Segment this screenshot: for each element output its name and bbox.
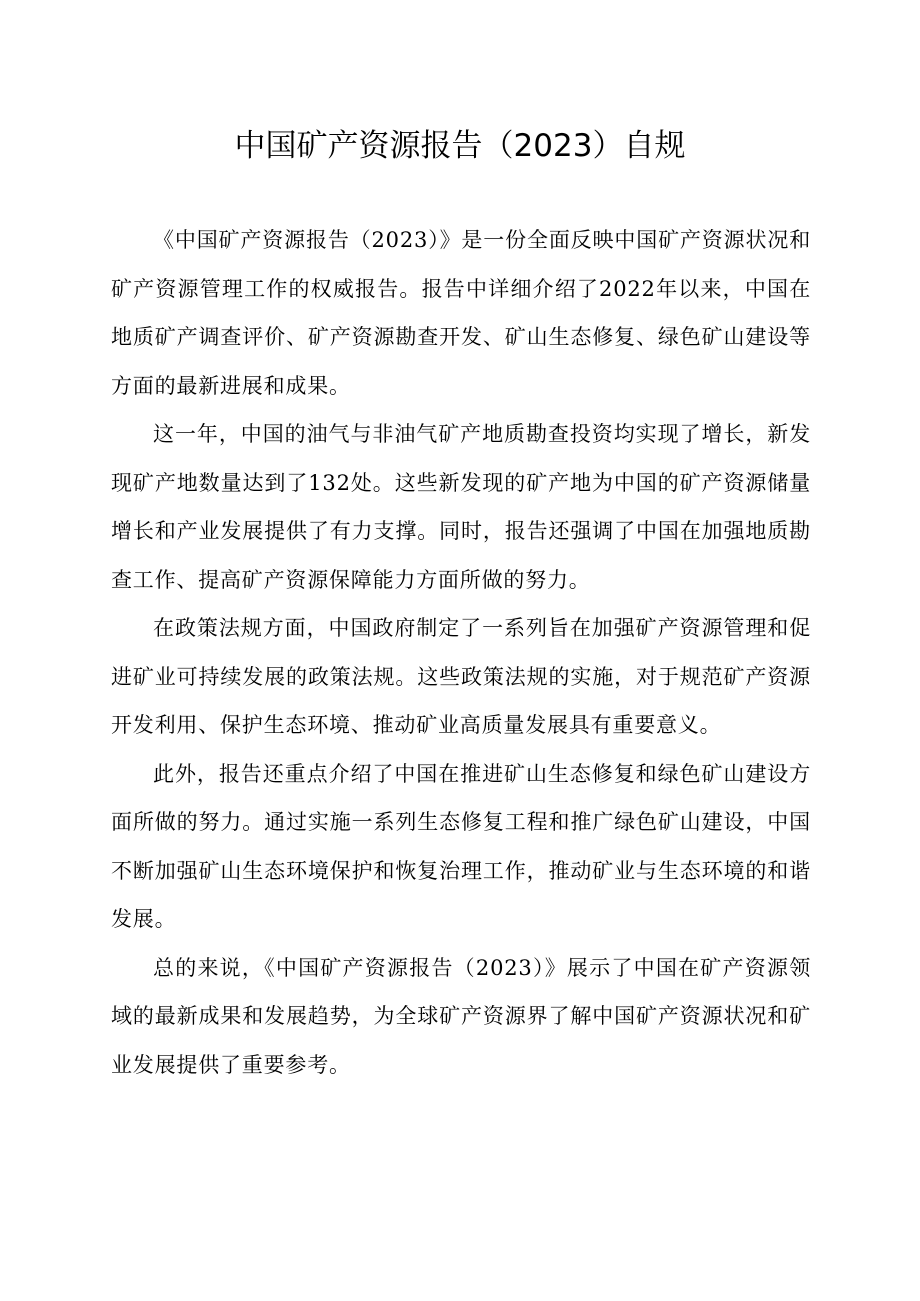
paragraph-5: 总的来说，《中国矿产资源报告（2023）》展示了中国在矿产资源领域的最新成果和发展趋势，为全球矿产资源界了解中国矿产资源状况和矿业发展提供了重要参考。 (111, 955, 811, 1077)
document-title: 中国矿产资源报告（2023）自规 (234, 128, 686, 164)
document-body (111, 216, 811, 1089)
paragraph-3: 在政策法规方面，中国政府制定了一系列旨在加强矿产资源管理和促进矿业可持续发展的政策法规。这些政策法规的实施，对于规范矿产资源开发利用、保护生态环境、推动矿业高质量发展具有重要意义。 (111, 616, 811, 737)
paragraph-1: 《中国矿产资源报告（2023）》是一份全面反映中国矿产资源状况和矿产资源管理工作的权威报告。报告中详细介绍了2022年以来，中国在地质矿产调查评价、矿产资源勘查开发、矿山生态修复、绿色矿山建设等方面的最新进展和成果。 (111, 228, 811, 398)
paragraph-2: 这一年，中国的油气与非油气矿产地质勘查投资均实现了增长，新发现矿产地数量达到了132处。这些新发现的矿产地为中国的矿产资源储量增长和产业发展提供了有力支撑。同时，报告还强调了中国在加强地质勘查工作、提高矿产资源保障能力方面所做的努力。 (111, 422, 811, 592)
paragraph-4: 此外，报告还重点介绍了中国在推进矿山生态修复和绿色矿山建设方面所做的努力。通过实施一系列生态修复工程和推广绿色矿山建设，中国不断加强矿山生态环境保护和恢复治理工作，推动矿业与生态环境的和谐发展。 (111, 761, 811, 931)
